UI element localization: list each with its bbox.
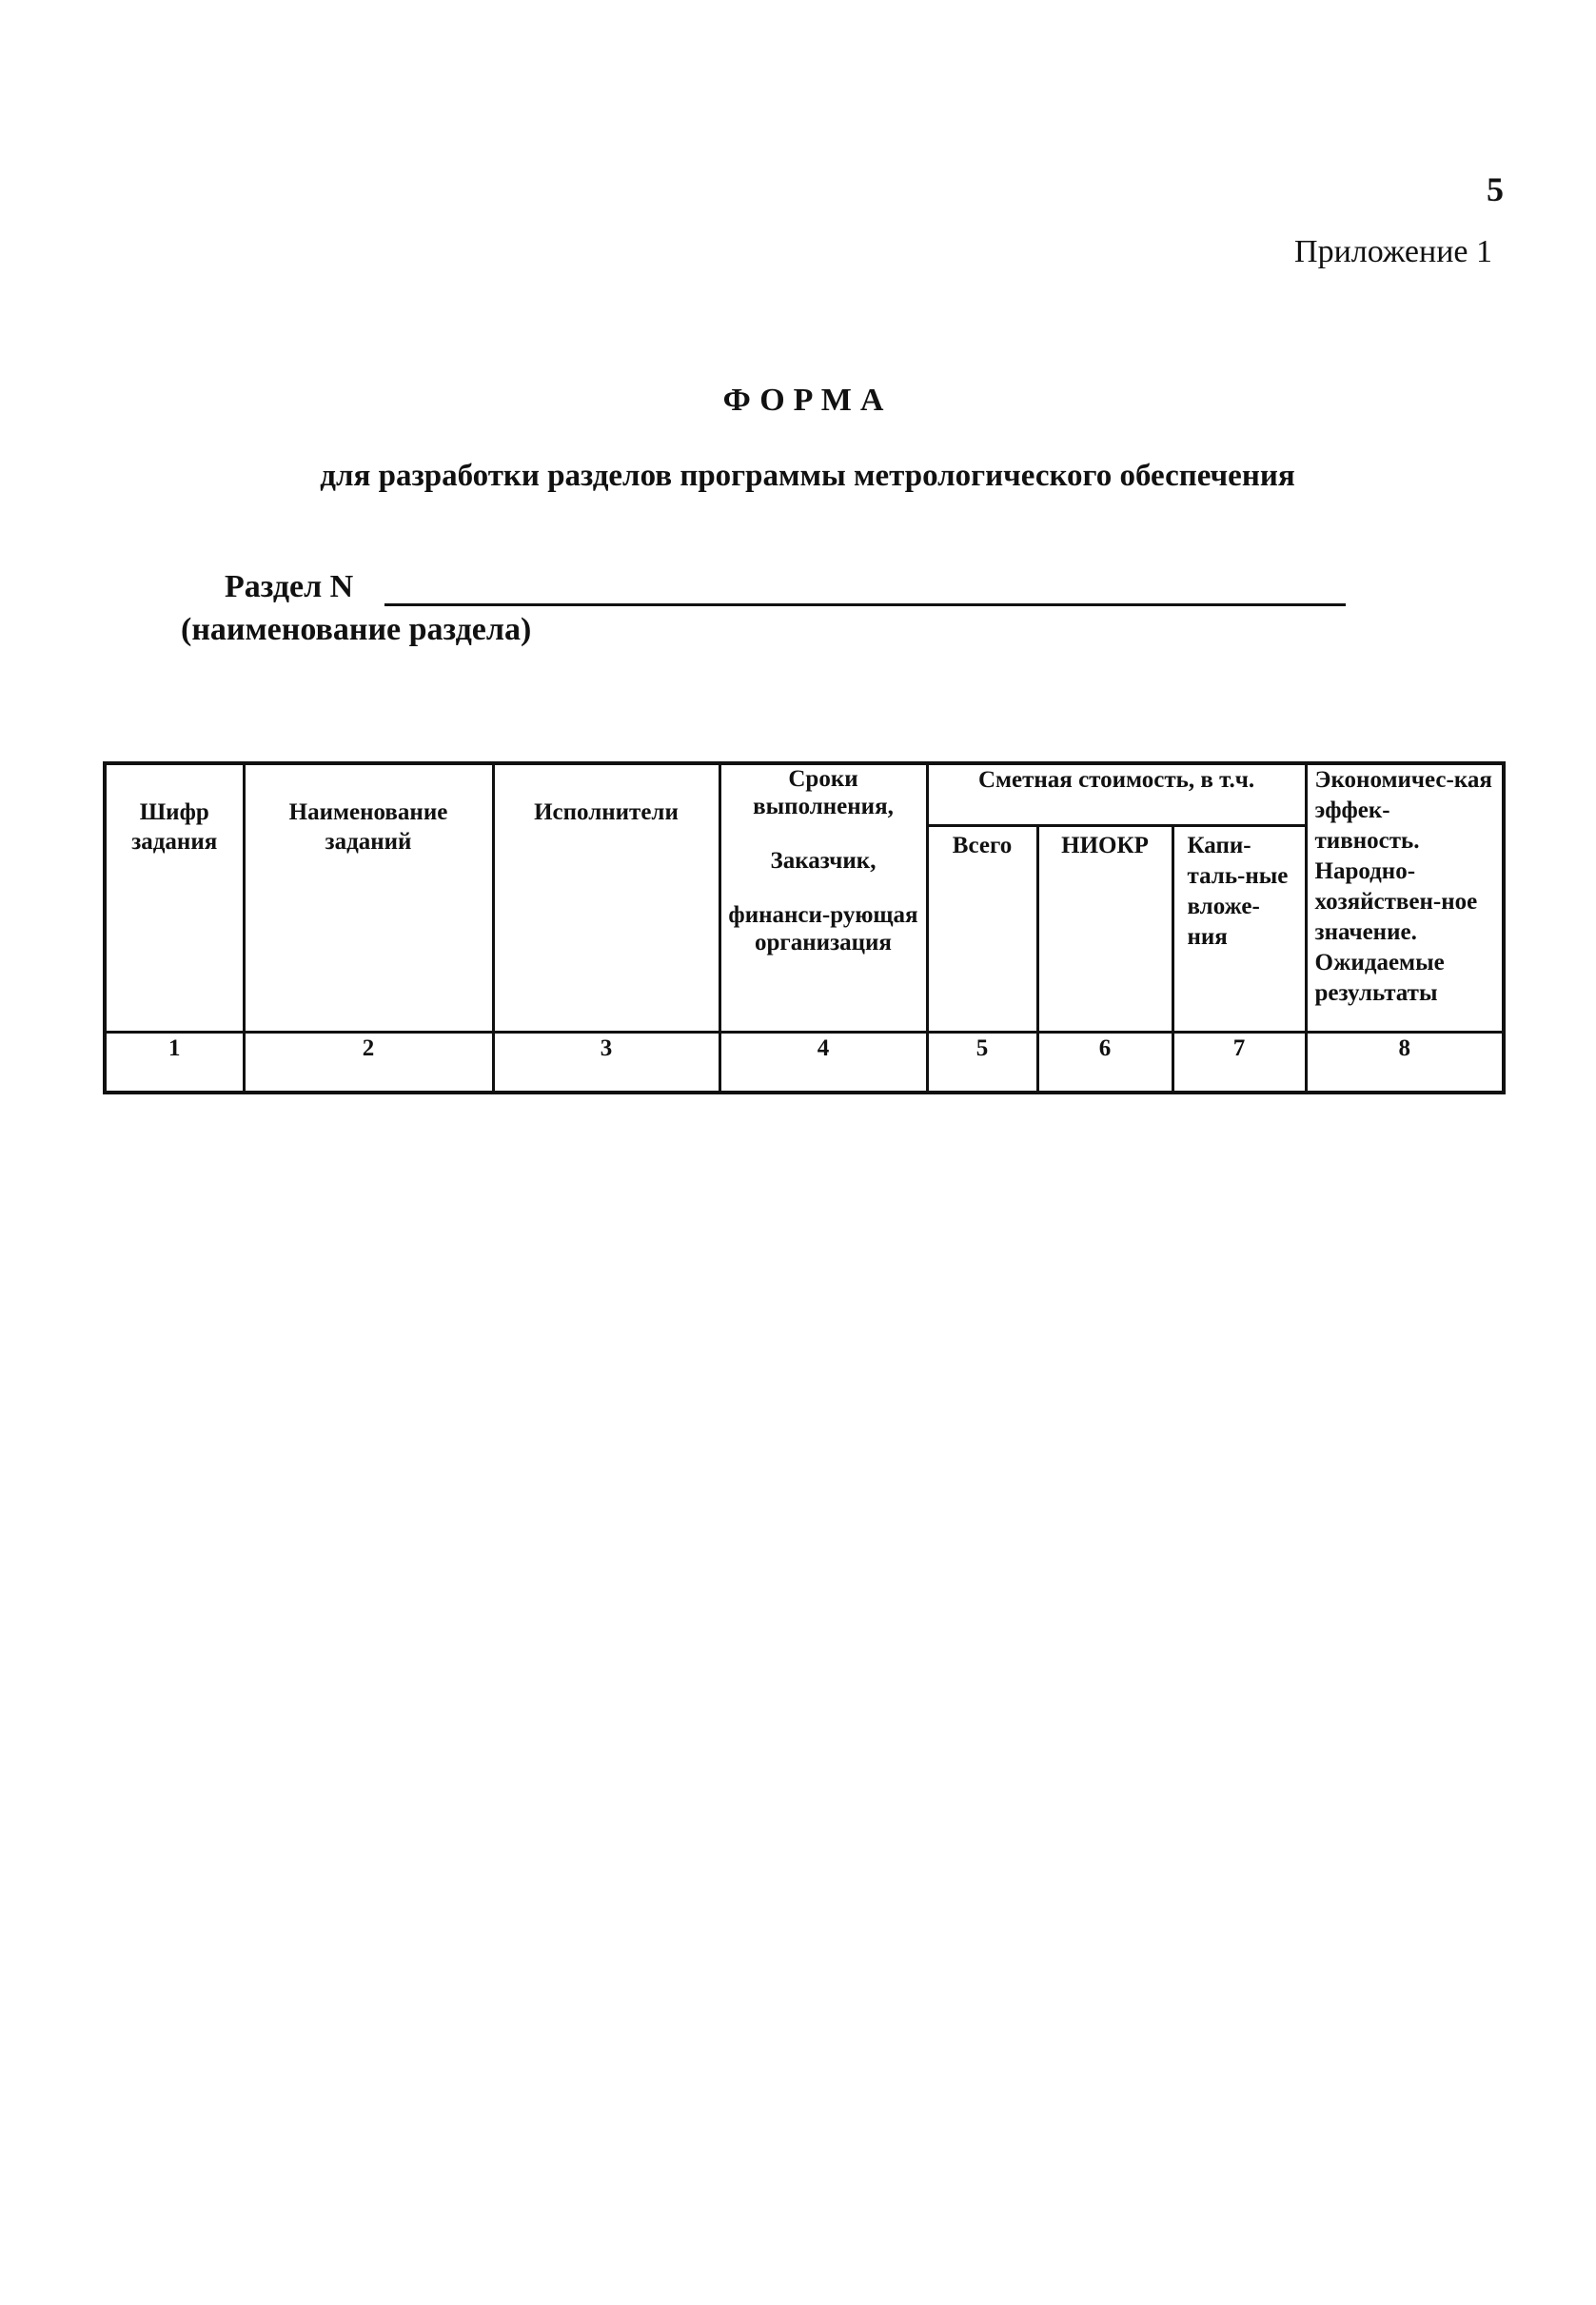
appendix-label: Приложение 1 [1294,234,1492,269]
form-table [103,761,1506,1094]
column-numbers-row [105,1033,1504,1093]
section-label: Раздел N [225,569,354,604]
header-executors: Исполнители [493,763,719,1033]
column-number-1: 1 [105,1033,244,1093]
section-caption: (наименование раздела) [181,612,532,647]
header-cost-group: Сметная стоимость, в т.ч. [927,763,1306,826]
column-number-4: 4 [719,1033,927,1093]
header-efficiency: Экономичес-кая эффек-тивность. Народно-хозяйствен-ное значение. Ожидаемые результаты [1306,763,1504,1033]
section-name-blank-line [384,603,1346,606]
header-terms: Сроки выполнения, [753,766,894,819]
header-capital: Капи-таль-ные вложе-ния [1172,826,1306,1033]
column-number-5: 5 [927,1033,1037,1093]
page-number: 5 [1487,170,1504,208]
header-niokr: НИОКР [1037,826,1172,1033]
header-total: Всего [927,826,1037,1033]
header-customer: Заказчик, [770,848,877,874]
form-subtitle: для разработки разделов программы метрологического обеспечения [320,459,1295,493]
column-number-8: 8 [1306,1033,1504,1093]
header-task-name: Наименование заданий [244,763,493,1033]
column-number-3: 3 [493,1033,719,1093]
header-cipher: Шифр задания [105,763,244,1033]
column-number-7: 7 [1172,1033,1306,1093]
column-number-2: 2 [244,1033,493,1093]
header-financing-org: финанси-рующая организация [728,902,918,955]
column-number-6: 6 [1037,1033,1172,1093]
form-title: ФОРМА [722,383,893,418]
header-terms-customer [719,763,927,1033]
table-header-row [105,763,1504,826]
